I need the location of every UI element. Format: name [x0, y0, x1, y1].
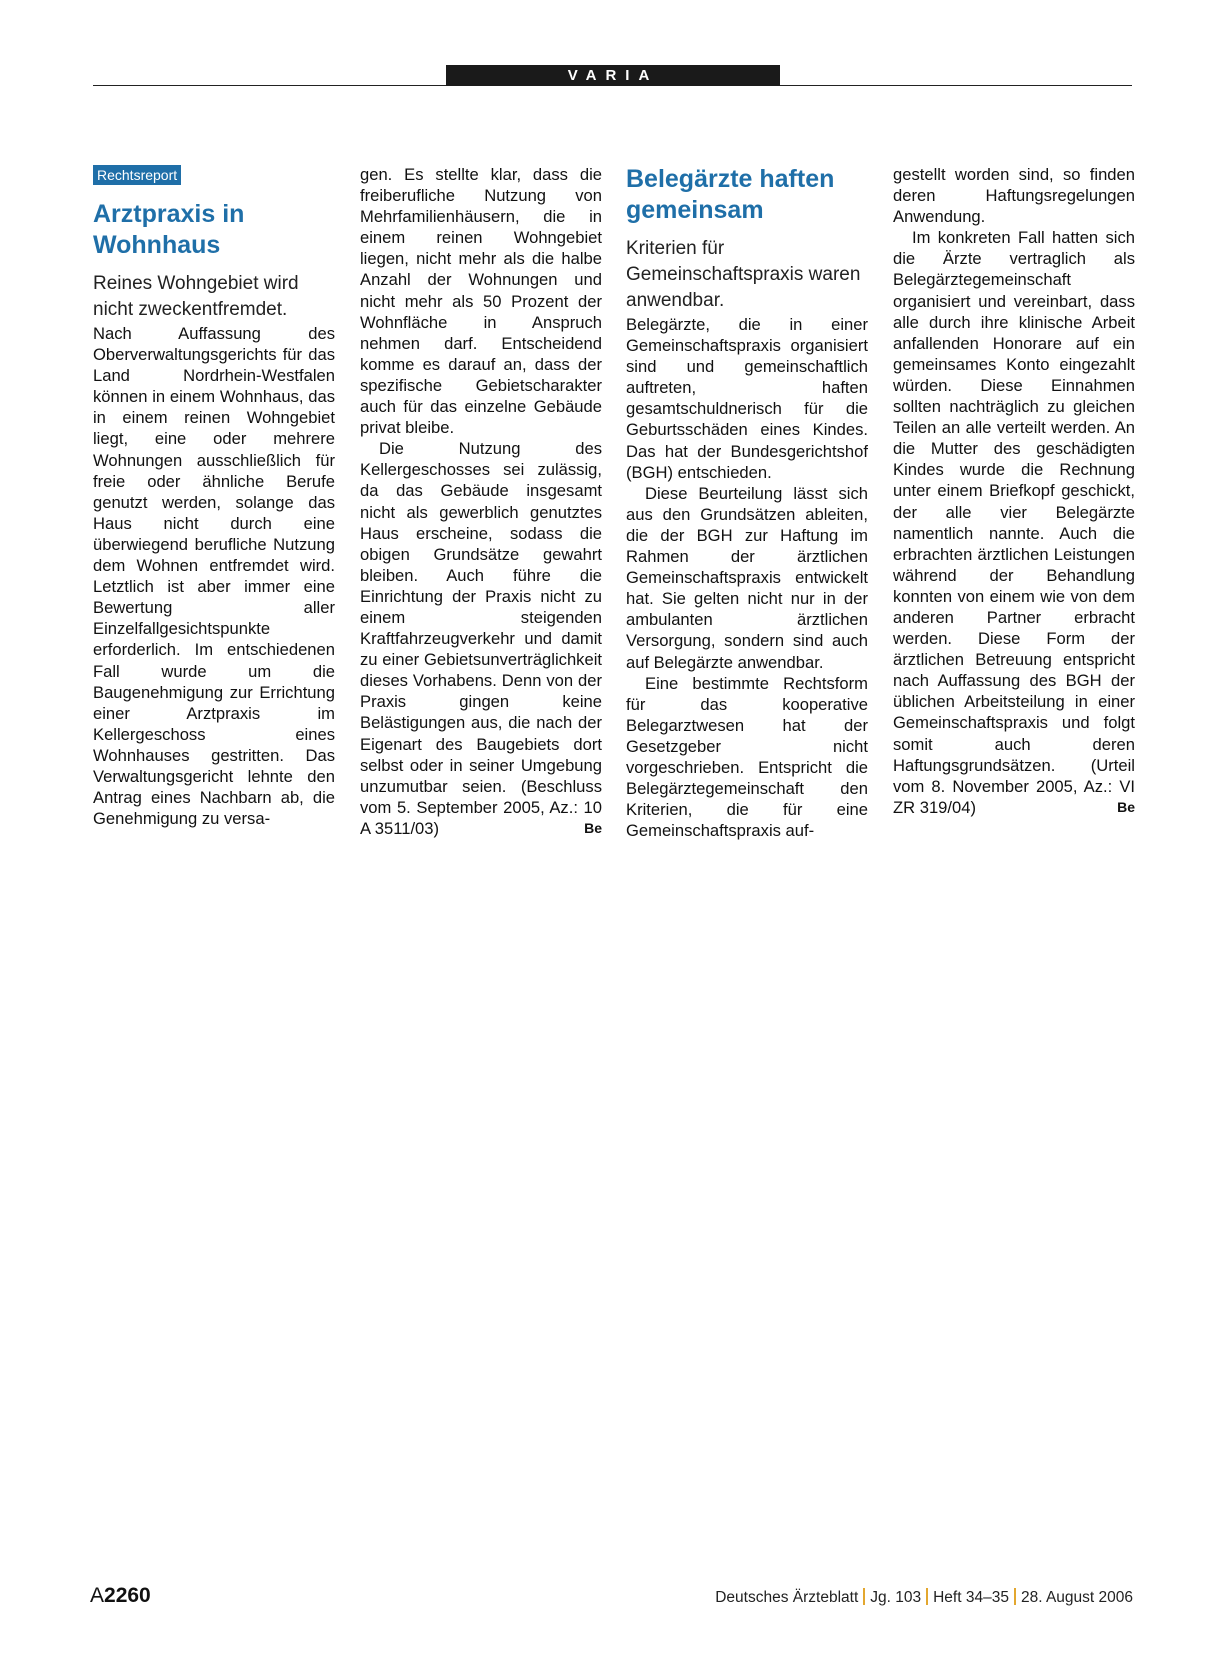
- footer-citation: [715, 1588, 1133, 1607]
- page-prefix: A: [90, 1584, 105, 1607]
- article1-paragraph-2: gen. Es stellte klar, dass die freiberufliche Nutzung von Mehrfamilienhäusern, die in einem reinen Wohngebiet liegen, nicht mehr als die halbe Anzahl der Wohnungen und nicht mehr als 50 Prozent der Wohnfläche in Anspruch nehmen darf. Entscheidend komme es darauf an, dass der spezifische Gebietscharakter auch für das einzelne Gebäude privat bleibe.: [360, 165, 602, 438]
- article2-subtitle: Kriterien für Gemeinschaftspraxis waren anwendbar.: [626, 238, 861, 311]
- article2-title: Belegärzte haften gemeinsam: [626, 165, 835, 224]
- article2-paragraph-5: Im konkreten Fall hatten sich die Ärzte vertraglich als Belegärztegemeinschaft organisiert und vereinbart, dass alle durch ihre klinische Arbeit anfallenden Honorare auf ein gemeinsames Konto eingezahlt würden. Diese Einnahmen sollten nachträglich zu gleichen Teilen an alle verteilt werden. An die Mutter des geschädigten Kindes wurde die Rechnung unter einem Briefkopf geschickt, der alle vier Belegärzte namentlich nannte. Auch die erbrachten ärztlichen Leistungen während der Behandlung konnten von einem wie von dem anderen Partner erbracht werden. Diese Form der ärztlichen Betreuung entspricht nach Auffassung des BGH der üblichen Arbeitsteilung in einer Gemeinschaftspraxis und folgt somit auch deren Haftungsgrundsätzen. (Urteil vom 8. November 2005, Az.: VI ZR 319/04): [893, 228, 1135, 817]
- article2-paragraph-3: Eine bestimmte Rechtsform für das kooperative Belegarztwesen hat der Gesetzgeber nicht vorgeschrieben. Entspricht die Belegärztegemeinschaft den Kriterien, die für eine Gemeinschaftspraxis auf-: [626, 673, 868, 841]
- article1-column-2: [360, 164, 602, 839]
- rubric-badge: Rechtsreport: [93, 165, 181, 185]
- journal-issue: Heft 34–35: [933, 1589, 1009, 1606]
- footer-separator: [863, 1588, 865, 1605]
- article1-title: Arztpraxis in Wohnhaus: [93, 200, 245, 259]
- article1-paragraph-3: Die Nutzung des Kellergeschosses sei zulässig, da das Gebäude insgesamt nicht als gewerblich genutztes Haus erscheine, sodass die obigen Grundsätze gewahrt bleiben. Auch führe die Einrichtung der Praxis nicht zu einem steigenden Kraftfahrzeugverkehr und damit zu einer Gebietsunverträglichkeit dieses Vorhabens. Denn von der Praxis gingen keine Belästigungen aus, die nach der Eigenart des Baugebiets dort selbst oder in seiner Umgebung unzumutbar seien. (Beschluss vom 5. September 2005, Az.: 10 A 3511/03): [360, 439, 602, 838]
- article2-paragraph-1: Belegärzte, die in einer Gemeinschaftspraxis organisiert sind und gemeinschaftlich auftreten, haften gesamtschuldnerisch für die Geburtsschäden eines Kindes. Das hat der Bundesgerichtshof (BGH) entschieden.: [626, 315, 868, 482]
- page-number-value: 2260: [104, 1584, 151, 1607]
- journal-name: Deutsches Ärzteblatt: [715, 1589, 859, 1606]
- footer-separator: [1014, 1588, 1016, 1605]
- article1-paragraph-1: Nach Auffassung des Oberverwaltungsgerichts für das Land Nordrhein-Westfalen können in einem Wohnhaus, das in einem reinen Wohngebiet liegt, eine oder mehrere Wohnungen ausschließlich für freie oder ähnliche Berufe genutzt werden, solange das Haus nicht durch eine überwiegend berufliche Nutzung dem Wohnen entfremdet wird. Letztlich ist aber immer eine Bewertung aller Einzelfallgesichtspunkte erforderlich. Im entschiedenen Fall wurde um die Baugenehmigung zur Errichtung einer Arztpraxis im Kellergeschoss eines Wohnhauses gestritten. Das Verwaltungsgericht lehnte den Antrag eines Nachbarn ab, die Genehmigung zu versa-: [93, 324, 335, 829]
- article1-column-1: [93, 164, 335, 829]
- article2-paragraph-4: gestellt worden sind, so finden deren Haftungsregelungen Anwendung.: [893, 165, 1135, 227]
- page-number: [90, 1584, 151, 1608]
- article2-column-2: [893, 164, 1135, 818]
- article2-signature: Be: [1117, 798, 1135, 815]
- article2-column-1: [626, 164, 868, 841]
- journal-volume: Jg. 103: [870, 1589, 922, 1606]
- article2-paragraph-2: Diese Beurteilung lässt sich aus den Grundsätzen ableiten, die der BGH zur Haftung im Rahmen der ärztlichen Gemeinschaftspraxis entwickelt hat. Sie gelten nicht nur in der ambulanten ärztlichen Versorgung, sondern sind auch auf Belegärzte anwendbar.: [626, 483, 868, 672]
- article1-subtitle: Reines Wohngebiet wird nicht zweckentfremdet.: [93, 273, 299, 320]
- section-label: VARIA: [446, 65, 780, 86]
- article1-signature: Be: [584, 820, 602, 836]
- footer-separator: [926, 1588, 928, 1605]
- journal-date: 28. August 2006: [1020, 1589, 1133, 1606]
